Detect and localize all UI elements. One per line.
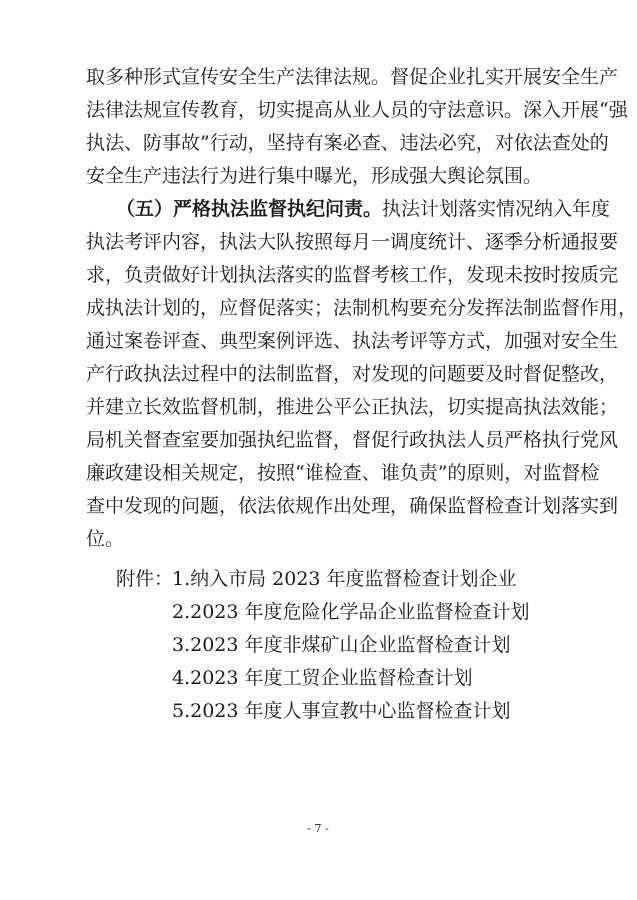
attachment-item: 3.2023 年度非煤矿山企业监督检查计划	[172, 634, 511, 656]
text-line: 通过案卷评查、典型案例评选、执法考评等方式，加强对安全生	[86, 330, 619, 352]
attachment-item: 4.2023 年度工贸企业监督检查计划	[172, 667, 473, 689]
attachment-item: 2.2023 年度危险化学品企业监督检查计划	[172, 601, 530, 623]
heading-line-rest: 执法计划落实情况纳入年度	[382, 198, 611, 220]
text-line: 执法、防事故”行动，坚持有案必查、违法必究，对依法查处的	[86, 132, 609, 154]
text-line: 廉政建设相关规定，按照“谁检查、谁负责”的原则，对监督检	[86, 462, 600, 484]
text-line: 取多种形式宣传安全生产法律法规。督促企业扎实开展安全生产	[86, 66, 619, 88]
text-line: 局机关督查室要加强执纪监督，督促行政执法人员严格执行党风	[86, 429, 619, 451]
page-number: - 7 -	[307, 822, 329, 835]
text-line: 并建立长效监督机制，推进公平公正执法，切实提高执法效能；	[86, 396, 619, 418]
text-line: 法律法规宣传教育，切实提高从业人员的守法意识。深入开展“强	[86, 99, 628, 121]
attachments-label: 附件：	[116, 568, 174, 590]
section-heading: （五）严格执法监督执纪问责。	[116, 198, 383, 220]
text-line: 执法考评内容，执法大队按照每月一调度统计、逐季分析通报要	[86, 231, 619, 253]
attachment-item: 5.2023 年度人事宣教中心监督检查计划	[172, 700, 511, 722]
text-line: 查中发现的问题，依法依规作出处理，确保监督检查计划落实到	[86, 495, 619, 517]
text-line	[116, 193, 611, 226]
text-line: 产行政执法过程中的法制监督，对发现的问题要及时督促整改，	[86, 363, 619, 385]
text-line: 成执法计划的，应督促落实；法制机构要充分发挥法制监督作用，	[86, 297, 637, 319]
attachment-item: 1.纳入市局 2023 年度监督检查计划企业	[172, 568, 517, 590]
text-line: 求，负责做好计划执法落实的监督考核工作，发现未按时按质完	[86, 264, 619, 286]
text-line: 安全生产违法行为进行集中曝光，形成强大舆论氛围。	[86, 165, 543, 187]
text-line: 位。	[86, 528, 125, 550]
